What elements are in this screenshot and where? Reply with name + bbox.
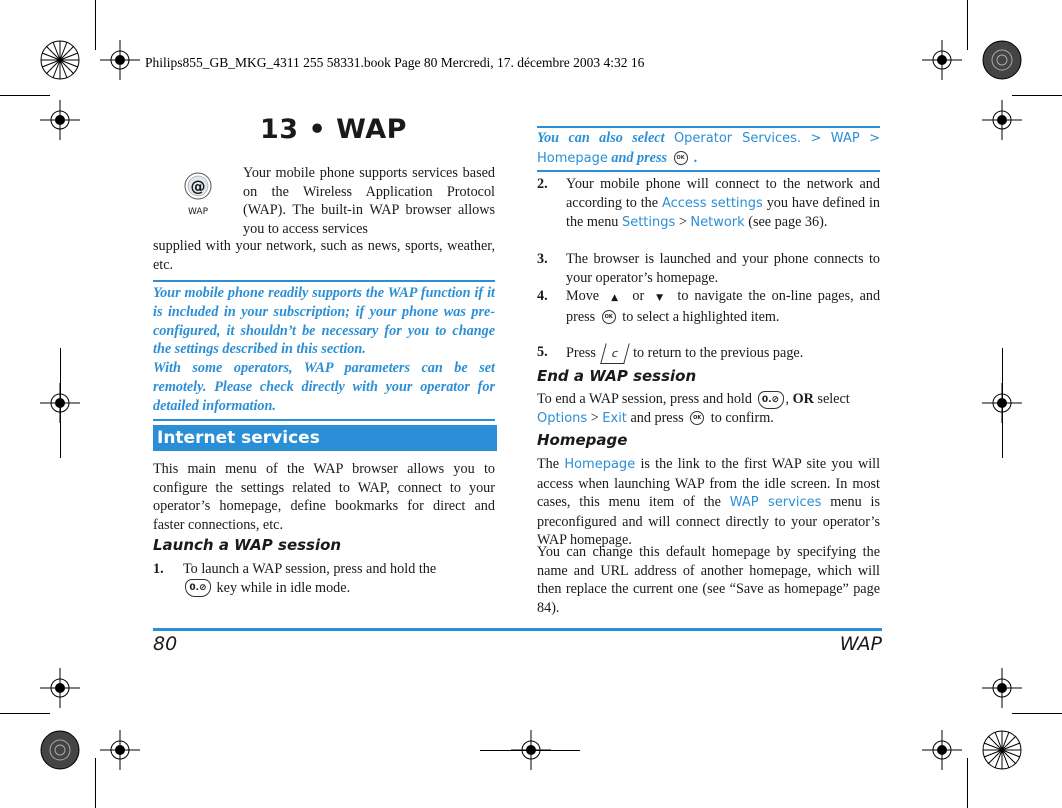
note-text: and press <box>611 149 667 166</box>
step-text-part: (see page 36). <box>748 214 828 230</box>
crop-mark <box>95 758 96 808</box>
paragraph-part: and press <box>630 409 684 426</box>
step-text <box>566 343 880 364</box>
list-item <box>537 287 880 343</box>
registration-mark-icon <box>100 40 140 80</box>
registration-mark-icon <box>40 668 80 708</box>
menu-separator: > <box>678 214 687 230</box>
step-number: 4. <box>537 288 548 304</box>
list-item <box>537 175 880 250</box>
menu-options: Options <box>537 410 588 426</box>
menu-separator: > <box>869 131 880 146</box>
page-title: 13 • WAP <box>260 114 407 145</box>
step-text <box>566 287 880 326</box>
paragraph-part: menu is preconfigured and will connect directly to your operator’s WAP homepage. <box>537 494 881 548</box>
star-target-icon <box>982 730 1022 770</box>
crop-mark <box>1012 95 1062 96</box>
step-text-part: or <box>632 288 645 304</box>
step-text-part: Move <box>566 288 600 304</box>
step-text-part: to navigate the on-line pages, and press <box>566 288 881 325</box>
menu-wap-services: WAP services <box>729 495 822 510</box>
menu-exit: Exit <box>602 410 627 426</box>
step-number: 3. <box>537 251 548 267</box>
step-text-part: to return to the previous page. <box>633 344 804 361</box>
note-paragraph: With some operators, WAP parameters can be set remotely. Please check directly with your operator for detailed information. <box>153 360 495 414</box>
step-text-part: Your mobile phone will connect to the network and according to the <box>566 176 880 211</box>
print-header: Philips855_GB_MKG_4311 255 58331.book Page 80 Mercredi, 17. décembre 2003 4:32 16 <box>145 55 645 70</box>
wap-icon <box>183 171 213 215</box>
paragraph-part: is the link to the first WAP site you will access when launching WAP from the idle screen. In most cases, this menu item of the <box>537 456 881 510</box>
registration-line <box>60 348 61 458</box>
menu-separator: > <box>810 131 822 146</box>
at-sign-icon <box>183 171 213 201</box>
paragraph-part: To end a WAP session, press and hold <box>537 391 752 407</box>
list-item <box>153 560 495 600</box>
clear-key-icon: c <box>600 343 630 364</box>
list-item <box>537 250 880 288</box>
intro-text: Your mobile phone supports services based on the Wireless Application Protocol (WAP). The built-in WAP browser allows you to access services <box>243 165 495 237</box>
crop-mark <box>95 0 96 50</box>
registration-mark-icon <box>922 730 962 770</box>
menu-operator-services: Operator Services. <box>673 131 802 146</box>
note-box <box>153 280 495 421</box>
subheading-launch: Launch a WAP session <box>153 536 342 554</box>
crop-mark <box>0 713 50 714</box>
zero-key-icon: 0.⊘ <box>185 579 211 597</box>
ok-key-icon: OK <box>690 411 704 425</box>
crop-mark <box>967 0 968 50</box>
star-target-icon <box>40 730 80 770</box>
registration-mark-icon <box>982 100 1022 140</box>
down-arrow-key-icon: ▼ <box>656 293 666 303</box>
page-number: 80 <box>153 633 178 655</box>
step-text: The browser is launched and your phone connects to your operator’s homepage. <box>566 251 880 286</box>
ok-key-icon: OK <box>674 151 688 165</box>
ok-key-icon: OK <box>602 310 616 324</box>
step-text-part: you have defined in the menu <box>566 194 880 230</box>
footer-rule <box>153 628 882 631</box>
subheading-homepage: Homepage <box>537 431 628 449</box>
note-text: You can also select <box>537 130 665 146</box>
end-session-text: To end a WAP session, press and hold 0.⊘ , OR select Options > Exit and press OK to confirm. <box>537 391 850 426</box>
subheading-end-session: End a WAP session <box>537 367 697 385</box>
step-text-part: to select a highlighted item. <box>622 308 780 325</box>
step-number: 5. <box>537 344 548 360</box>
menu-homepage: Homepage <box>564 457 636 472</box>
step-text-part: Press <box>566 344 596 361</box>
paragraph-part: to confirm. <box>710 409 774 426</box>
paragraph-part: The <box>537 456 560 472</box>
step-text-part: key while in idle mode. <box>216 579 351 596</box>
crop-mark <box>0 95 50 96</box>
wap-icon-label: WAP <box>188 207 208 217</box>
registration-mark-icon <box>982 668 1022 708</box>
menu-access-settings: Access settings <box>661 195 763 211</box>
star-target-icon <box>982 40 1022 80</box>
list-item <box>537 343 880 365</box>
zero-key-icon: 0.⊘ <box>758 391 784 409</box>
crop-mark <box>967 758 968 808</box>
registration-line <box>480 750 580 751</box>
step-text <box>566 175 880 233</box>
step-number: 1. <box>153 561 164 577</box>
homepage-paragraph-2: You can change this default homepage by specifying the name and URL address of another homepage, which will then replace the current one (see “Save as homepage” page 84). <box>537 544 880 616</box>
menu-separator: > <box>590 409 599 426</box>
up-arrow-key-icon: ▲ <box>611 293 621 303</box>
paragraph-part: OR <box>792 391 814 407</box>
paragraph-part: select <box>817 391 850 407</box>
menu-settings: Settings <box>621 215 676 230</box>
menu-homepage: Homepage <box>537 150 608 166</box>
note-text: . <box>694 149 698 166</box>
step-text-part: To launch a WAP session, press and hold the <box>183 561 437 577</box>
registration-mark-icon <box>922 40 962 80</box>
crop-mark <box>1012 713 1062 714</box>
section-intro: This main menu of the WAP browser allows you to configure the settings related to WAP, connect to your operator’s homepage, define bookmarks for direct and faster connections, etc. <box>153 461 495 533</box>
registration-line <box>1002 348 1003 458</box>
menu-wap: WAP <box>830 131 860 146</box>
homepage-paragraph <box>537 455 880 550</box>
registration-mark-icon <box>40 100 80 140</box>
footer-chapter-name: WAP <box>839 633 882 655</box>
section-heading: Internet services <box>153 425 497 451</box>
menu-path-note <box>537 126 880 172</box>
svg-text:@: @ <box>190 177 206 196</box>
note-paragraph: Your mobile phone readily supports the WAP function if it is included in your subscription; if your phone was pre-configured, it shouldn’t be necessary for you to change the settings described in this section. <box>153 285 495 358</box>
intro-text-continued: supplied with your network, such as news, sports, weather, etc. <box>153 238 495 273</box>
step-number: 2. <box>537 176 548 192</box>
step-text <box>183 560 495 597</box>
menu-network: Network <box>690 215 745 230</box>
registration-mark-icon <box>100 730 140 770</box>
star-target-icon <box>40 40 80 80</box>
